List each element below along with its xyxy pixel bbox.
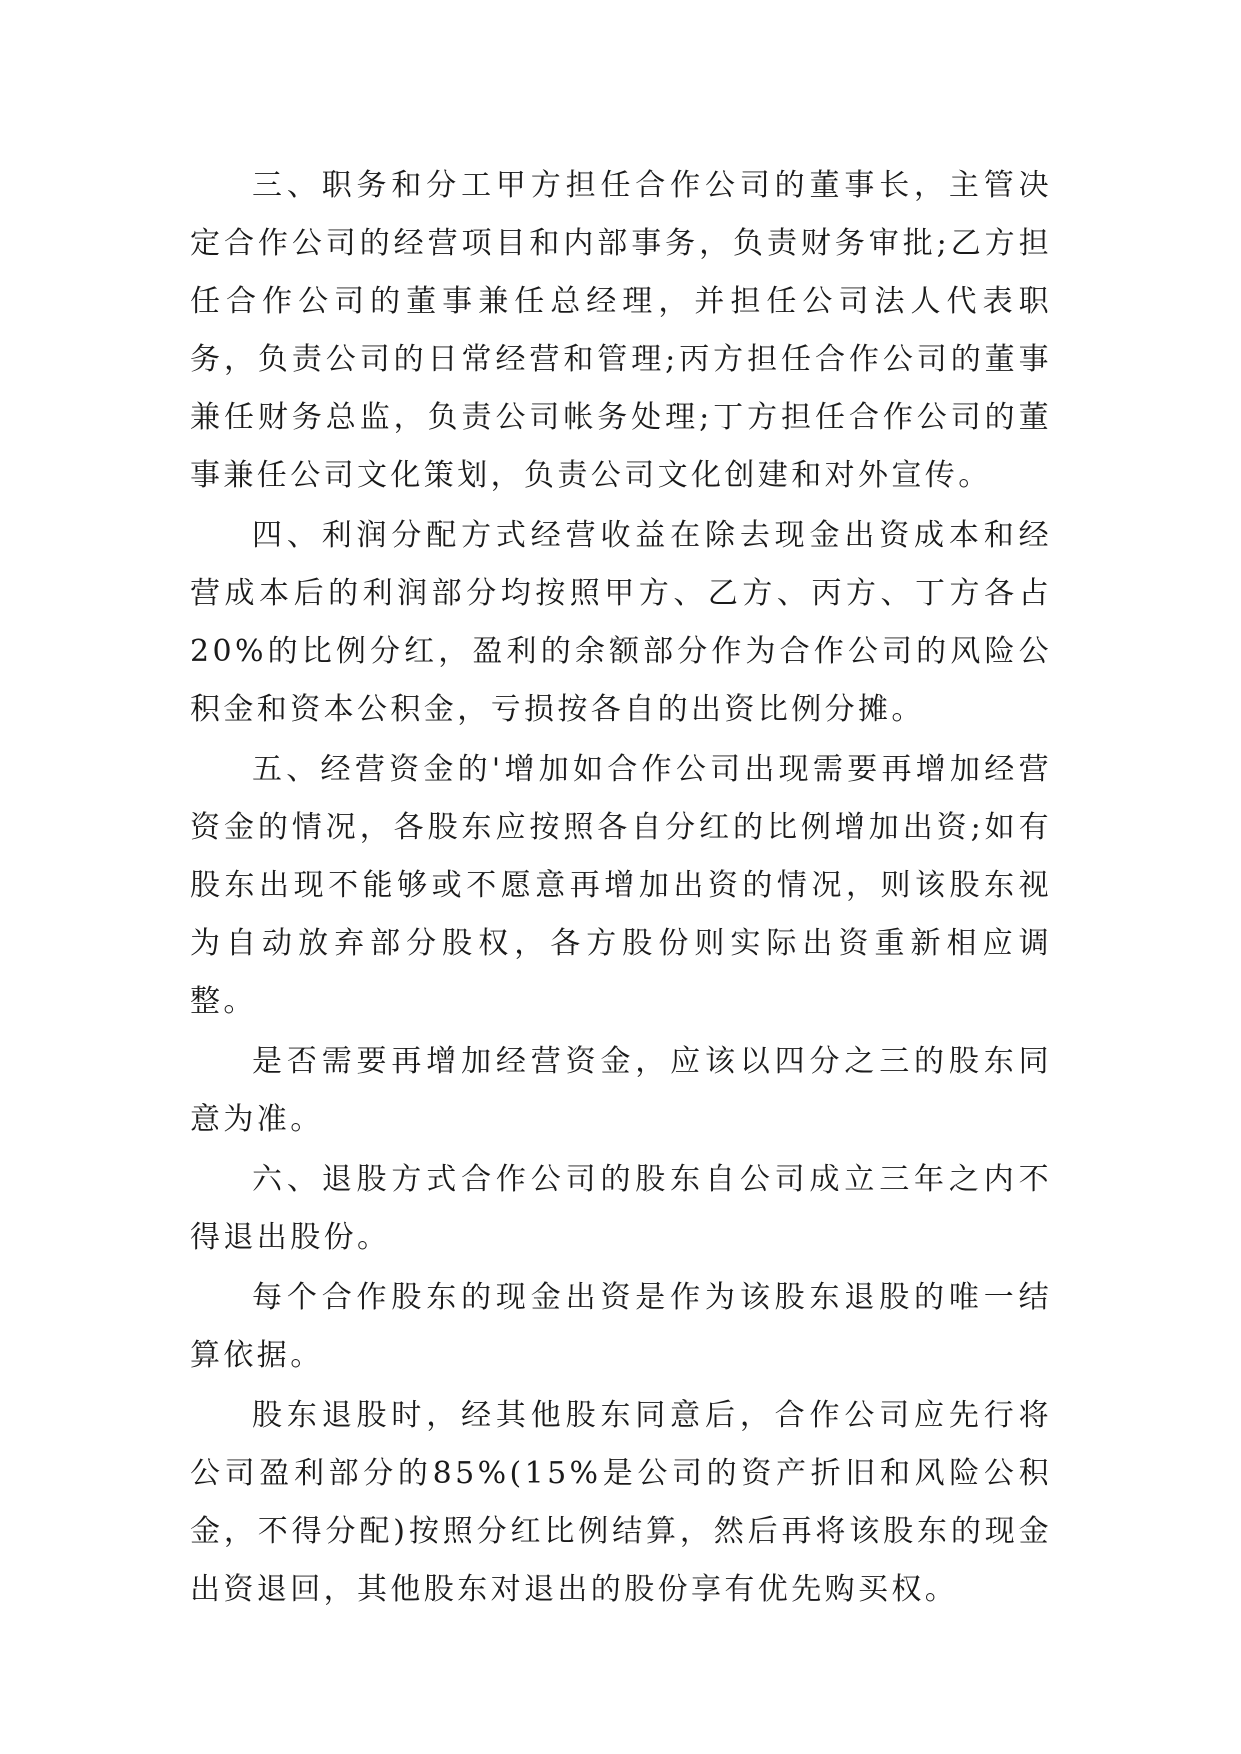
paragraph-capital-increase: 五、经营资金的'增加如合作公司出现需要再增加经营资金的情况，各股东应按照各自分红的比例增加出资;如有股东出现不能够或不愿意再增加出资的情况，则该股东视为自动放弃部分股权，各方股份则实际出资重新相应调整。 (190, 752, 1052, 1019)
document-body (190, 157, 1052, 1621)
paragraph-profit-distribution: 四、利润分配方式经营收益在除去现金出资成本和经营成本后的利润部分均按照甲方、乙方、丙方、丁方各占20%的比例分红，盈利的余额部分作为合作公司的风险公积金和资本公积金，亏损按各自的出资比例分摊。 (190, 518, 1052, 727)
paragraph-settlement-basis: 每个合作股东的现金出资是作为该股东退股的唯一结算依据。 (190, 1280, 1052, 1373)
paragraph-withdrawal-procedure: 股东退股时，经其他股东同意后，合作公司应先行将公司盈利部分的85%(15%是公司的资产折旧和风险公积金，不得分配)按照分红比例结算，然后再将该股东的现金出资退回，其他股东对退出的股份享有优先购买权。 (190, 1398, 1052, 1607)
paragraph-capital-approval: 是否需要再增加经营资金，应该以四分之三的股东同意为准。 (190, 1044, 1052, 1137)
paragraph-duties: 三、职务和分工甲方担任合作公司的董事长，主管决定合作公司的经营项目和内部事务，负责财务审批;乙方担任合作公司的董事兼任总经理，并担任公司法人代表职务，负责公司的日常经营和管理;丙方担任合作公司的董事兼任财务总监，负责公司帐务处理;丁方担任合作公司的董事兼任公司文化策划，负责公司文化创建和对外宣传。 (190, 168, 1052, 493)
paragraph-withdrawal: 六、退股方式合作公司的股东自公司成立三年之内不得退出股份。 (190, 1162, 1052, 1255)
